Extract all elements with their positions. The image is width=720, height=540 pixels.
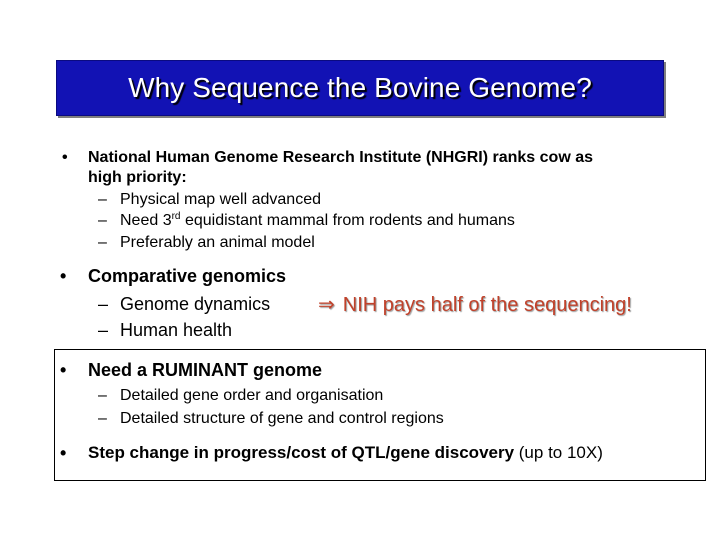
dash: – <box>98 212 107 229</box>
dash: – <box>98 191 107 208</box>
bullet-dot: • <box>60 266 67 286</box>
dash: – <box>98 410 107 427</box>
implies-arrow-icon: ⇒ <box>318 294 335 316</box>
sub-human-health: Human health <box>120 320 233 340</box>
nih-callout-text: NIH pays half of the sequencing! <box>342 294 632 316</box>
bullet-dot: • <box>60 360 67 380</box>
slide-title: Why Sequence the Bovine Genome? <box>128 72 592 103</box>
title-banner <box>56 60 664 116</box>
dash: – <box>98 387 107 404</box>
dash: – <box>98 320 109 340</box>
nhgri-line-1: National Human Genome Research Institute (NHGRI) ranks cow as <box>88 149 594 166</box>
step-change-bold: Step change in progress/cost of QTL/gene discovery <box>88 443 515 462</box>
sub-animal-model: Preferably an animal model <box>120 234 315 251</box>
sub-physical-map: Physical map well advanced <box>120 191 321 208</box>
sub-gene-structure: Detailed structure of gene and control regions <box>120 410 444 427</box>
sub-equidistant-mammal <box>120 209 515 232</box>
nih-callout <box>318 292 632 317</box>
bullet-dot: • <box>60 443 67 463</box>
sub-equidistant-pre: Need 3 <box>120 212 172 229</box>
sub-equidistant-post: equidistant mammal from rodents and humans <box>180 212 515 229</box>
sub-gene-order: Detailed gene order and organisation <box>120 387 384 404</box>
step-change-normal: (up to 10X) <box>514 443 603 462</box>
comparative-genomics-heading: Comparative genomics <box>88 266 287 286</box>
ordinal-sup: rd <box>171 211 181 222</box>
step-change-line <box>88 439 603 467</box>
sub-genome-dynamics: Genome dynamics <box>120 294 271 314</box>
ruminant-heading: Need a RUMINANT genome <box>88 360 323 380</box>
bullet-dot: • <box>62 149 68 166</box>
dash: – <box>98 294 109 314</box>
nhgri-line-2: high priority: <box>88 169 187 186</box>
dash: – <box>98 234 107 251</box>
